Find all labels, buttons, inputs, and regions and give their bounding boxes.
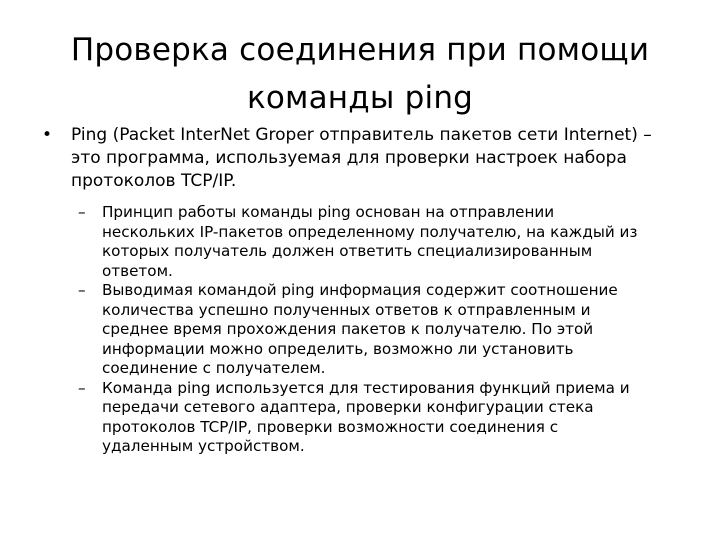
slide-title [30, 26, 690, 122]
subbullet-line: нескольких IP-пакетов определенному получателю, на каждый из [102, 222, 638, 241]
subbullet-line: которых получатель должен ответить специализированным [102, 242, 593, 260]
slide-content [38, 124, 698, 457]
subbullet-list [38, 203, 698, 457]
subbullet-line: передачи сетевого адаптера, проверки конфигурации стека [102, 398, 594, 416]
bullet-line: протоколов TCP/IP. [71, 171, 237, 191]
subbullet-line: Принцип работы команды ping основан на отправлении [102, 203, 555, 221]
bullet-icon: • [42, 125, 53, 145]
subbullet-line: Выводимая командой ping информация содержит соотношение [102, 281, 618, 299]
subbullet-line: среднее время прохождения пакетов к получателю. По этой [102, 320, 594, 338]
bullet-line: это программа, используемая для проверки настроек набора [71, 148, 627, 168]
subbullet-line: Команда ping используется для тестирования функций приема и [102, 378, 630, 397]
subbullet-line: ответом. [102, 261, 173, 280]
dash-icon: – [78, 203, 86, 221]
subbullet-item-usage [78, 379, 698, 457]
bullet-item-ping [38, 124, 698, 193]
dash-icon: – [78, 378, 86, 397]
title-line: Проверка соединения при помощи [70, 32, 650, 68]
subbullet-line: соединение с получателем. [102, 359, 326, 377]
subbullet-line: протоколов TCP/IP, проверки возможности соединения с [102, 417, 559, 436]
subbullet-line: информации можно определить, возможно ли установить [102, 339, 574, 358]
subbullet-line: удаленным устройством. [102, 437, 305, 455]
subbullet-item-principle [78, 203, 698, 281]
dash-icon: – [78, 281, 86, 299]
title-line: команды ping [246, 80, 474, 116]
subbullet-item-output [78, 281, 698, 379]
bullet-line: Ping (Packet InterNet Groper отправитель пакетов сети Internet) – [71, 125, 652, 145]
subbullet-line: количества успешно полученных ответов к отправленным и [102, 300, 591, 319]
